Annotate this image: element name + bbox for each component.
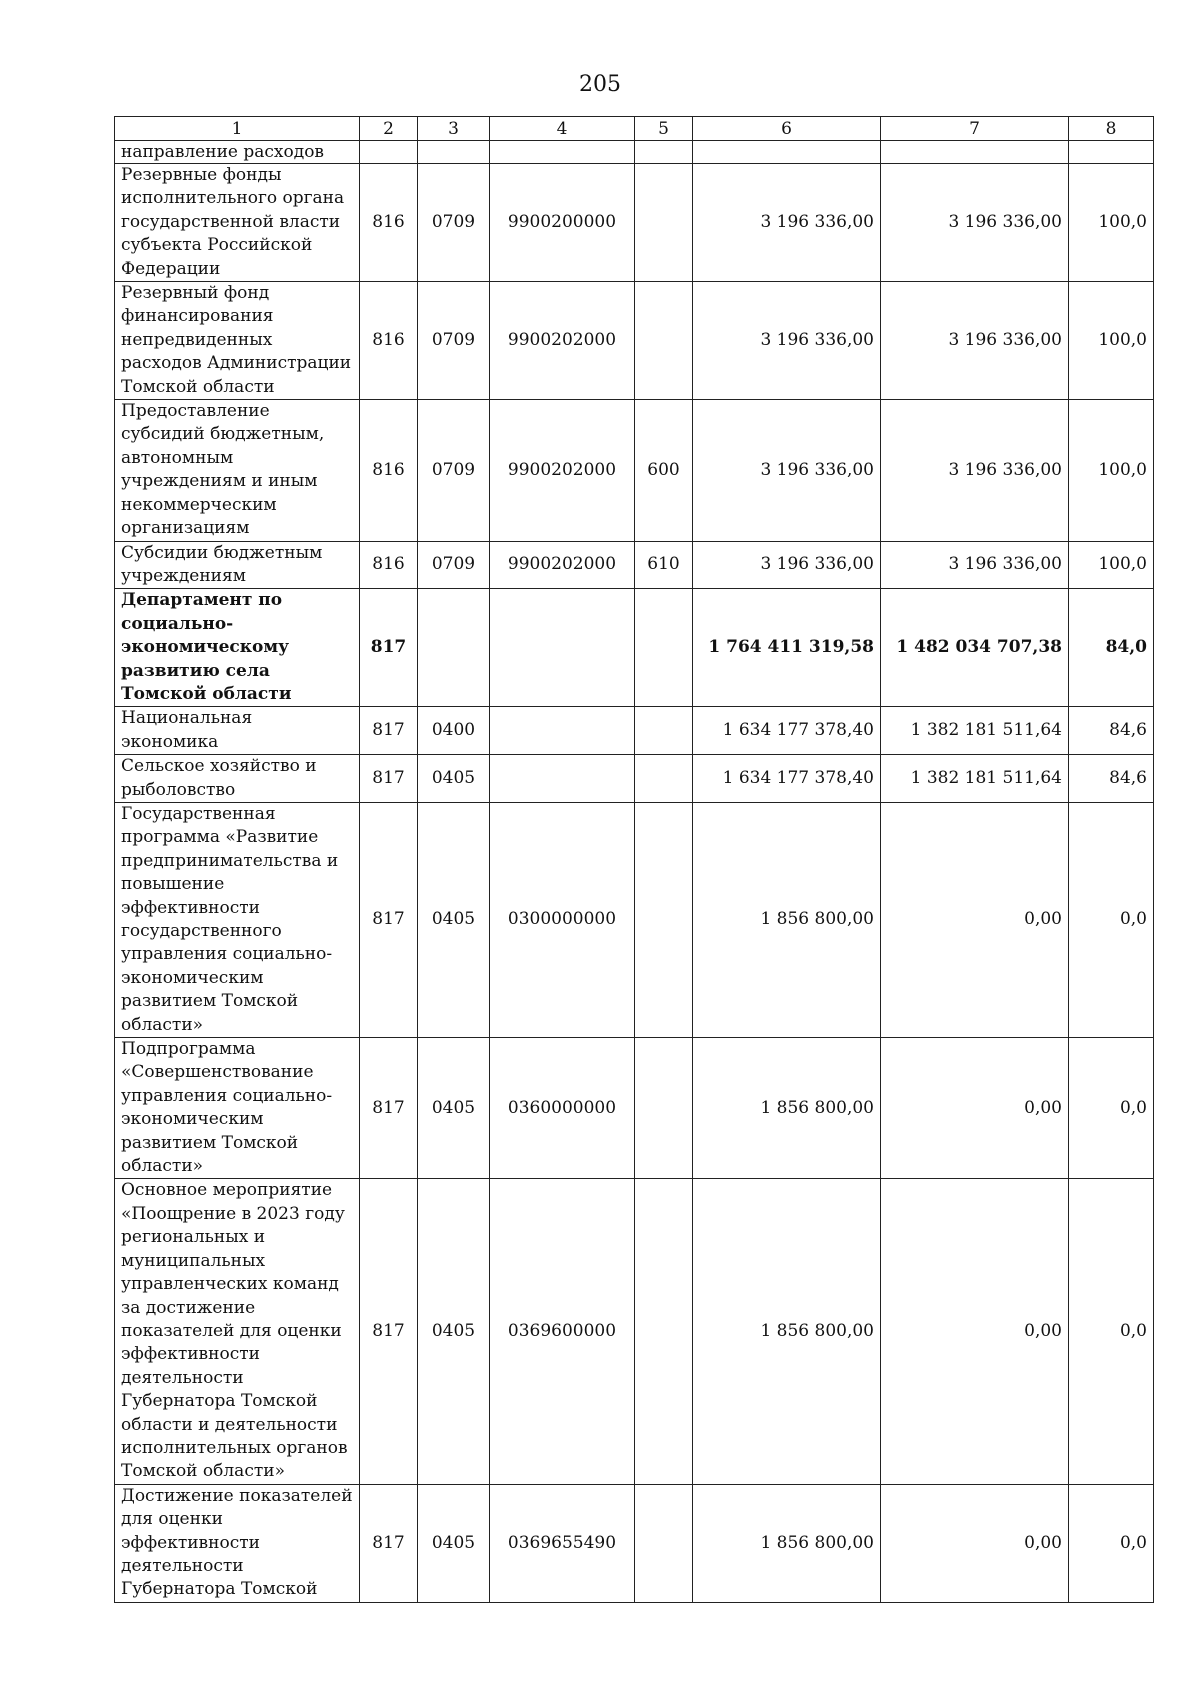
cell-percent: 0,0 — [1069, 1038, 1154, 1179]
cell-expense-type — [635, 141, 693, 164]
column-header: 6 — [693, 117, 881, 141]
cell-expense-type — [635, 1484, 693, 1602]
cell-planned: 1 856 800,00 — [693, 1038, 881, 1179]
cell-executed: 1 382 181 511,64 — [881, 707, 1069, 755]
row-name: Субсидии бюджетным учреждениям — [115, 541, 360, 589]
table-row-department — [115, 589, 1154, 707]
table-row — [115, 282, 1154, 400]
cell-executed: 0,00 — [881, 1484, 1069, 1602]
row-name: Резервный фонд финансирования непредвиденных расходов Администрации Томской области — [115, 282, 360, 400]
cell-expense-type — [635, 1038, 693, 1179]
cell-ministry: 817 — [360, 755, 418, 803]
column-header: 4 — [490, 117, 635, 141]
cell-section: 0709 — [418, 541, 490, 589]
cell-ministry: 817 — [360, 802, 418, 1037]
cell-ministry: 817 — [360, 589, 418, 707]
cell-expense-type — [635, 707, 693, 755]
cell-target-article — [490, 707, 635, 755]
row-name: Основное мероприятие «Поощрение в 2023 году региональных и муниципальных управленческих команд за достижение показателей для оценки эффективности деятельности Губернатора Томской области и деятельности исполнительных органов Томской области» — [115, 1179, 360, 1484]
cell-planned: 1 634 177 378,40 — [693, 755, 881, 803]
table-row — [115, 1179, 1154, 1484]
cell-executed: 3 196 336,00 — [881, 282, 1069, 400]
cell-executed: 0,00 — [881, 1038, 1069, 1179]
cell-executed: 0,00 — [881, 802, 1069, 1037]
cell-percent: 0,0 — [1069, 802, 1154, 1037]
cell-target-article: 9900202000 — [490, 282, 635, 400]
cell-executed: 0,00 — [881, 1179, 1069, 1484]
cell-section: 0405 — [418, 1179, 490, 1484]
row-name: Сельское хозяйство и рыболовство — [115, 755, 360, 803]
cell-percent: 84,6 — [1069, 707, 1154, 755]
cell-target-article — [490, 141, 635, 164]
cell-expense-type — [635, 1179, 693, 1484]
cell-percent: 84,6 — [1069, 755, 1154, 803]
cell-expense-type — [635, 755, 693, 803]
cell-executed: 1 382 181 511,64 — [881, 755, 1069, 803]
cell-section: 0405 — [418, 755, 490, 803]
expenditure-table — [114, 116, 1154, 1603]
cell-section: 0709 — [418, 400, 490, 541]
cell-section — [418, 589, 490, 707]
cell-target-article: 9900200000 — [490, 164, 635, 282]
cell-percent: 0,0 — [1069, 1179, 1154, 1484]
table-row — [115, 164, 1154, 282]
cell-target-article: 0369655490 — [490, 1484, 635, 1602]
cell-ministry: 817 — [360, 707, 418, 755]
cell-executed: 3 196 336,00 — [881, 400, 1069, 541]
row-name: Государственная программа «Развитие предпринимательства и повышение эффективности государственного управления социально-экономическим развитием Томской области» — [115, 802, 360, 1037]
row-name: направление расходов — [115, 141, 360, 164]
cell-planned: 1 856 800,00 — [693, 1179, 881, 1484]
cell-section: 0405 — [418, 1038, 490, 1179]
cell-ministry: 816 — [360, 400, 418, 541]
cell-percent: 100,0 — [1069, 164, 1154, 282]
cell-percent: 100,0 — [1069, 400, 1154, 541]
cell-target-article — [490, 589, 635, 707]
cell-target-article — [490, 755, 635, 803]
cell-section: 0709 — [418, 282, 490, 400]
cell-section: 0405 — [418, 802, 490, 1037]
cell-section — [418, 141, 490, 164]
cell-percent: 100,0 — [1069, 282, 1154, 400]
cell-target-article: 0369600000 — [490, 1179, 635, 1484]
cell-expense-type — [635, 164, 693, 282]
table-row — [115, 141, 1154, 164]
cell-planned — [693, 141, 881, 164]
cell-ministry: 816 — [360, 541, 418, 589]
cell-percent: 0,0 — [1069, 1484, 1154, 1602]
cell-expense-type: 600 — [635, 400, 693, 541]
cell-executed — [881, 141, 1069, 164]
cell-ministry: 816 — [360, 164, 418, 282]
row-name: Подпрограмма «Совершенствование управления социально-экономическим развитием Томской области» — [115, 1038, 360, 1179]
cell-section: 0400 — [418, 707, 490, 755]
cell-ministry: 817 — [360, 1038, 418, 1179]
table-row — [115, 1038, 1154, 1179]
cell-executed: 3 196 336,00 — [881, 541, 1069, 589]
cell-section: 0709 — [418, 164, 490, 282]
cell-planned: 1 764 411 319,58 — [693, 589, 881, 707]
row-name: Предоставление субсидий бюджетным, автономным учреждениям и иным некоммерческим организациям — [115, 400, 360, 541]
table-row — [115, 400, 1154, 541]
cell-planned: 3 196 336,00 — [693, 282, 881, 400]
table-row — [115, 1484, 1154, 1602]
cell-target-article: 9900202000 — [490, 541, 635, 589]
cell-planned: 1 856 800,00 — [693, 1484, 881, 1602]
table-row — [115, 707, 1154, 755]
page-number: 205 — [579, 72, 621, 97]
column-header: 3 — [418, 117, 490, 141]
cell-ministry: 817 — [360, 1484, 418, 1602]
row-name: Достижение показателей для оценки эффективности деятельности Губернатора Томской — [115, 1484, 360, 1602]
cell-planned: 1 634 177 378,40 — [693, 707, 881, 755]
row-name: Департамент по социально-экономическому развитию села Томской области — [115, 589, 360, 707]
row-name: Национальная экономика — [115, 707, 360, 755]
cell-expense-type — [635, 802, 693, 1037]
cell-ministry: 816 — [360, 282, 418, 400]
header-row — [115, 117, 1154, 141]
table-row — [115, 755, 1154, 803]
cell-ministry — [360, 141, 418, 164]
cell-planned: 3 196 336,00 — [693, 164, 881, 282]
row-name: Резервные фонды исполнительного органа государственной власти субъекта Российской Федерации — [115, 164, 360, 282]
cell-planned: 3 196 336,00 — [693, 400, 881, 541]
cell-target-article: 9900202000 — [490, 400, 635, 541]
table-row — [115, 802, 1154, 1037]
cell-percent — [1069, 141, 1154, 164]
cell-section: 0405 — [418, 1484, 490, 1602]
table-row — [115, 541, 1154, 589]
cell-planned: 3 196 336,00 — [693, 541, 881, 589]
cell-executed: 1 482 034 707,38 — [881, 589, 1069, 707]
column-header: 8 — [1069, 117, 1154, 141]
cell-target-article: 0300000000 — [490, 802, 635, 1037]
column-header: 5 — [635, 117, 693, 141]
cell-percent: 100,0 — [1069, 541, 1154, 589]
cell-executed: 3 196 336,00 — [881, 164, 1069, 282]
cell-target-article: 0360000000 — [490, 1038, 635, 1179]
cell-percent: 84,0 — [1069, 589, 1154, 707]
cell-expense-type: 610 — [635, 541, 693, 589]
cell-ministry: 817 — [360, 1179, 418, 1484]
column-header: 7 — [881, 117, 1069, 141]
cell-expense-type — [635, 282, 693, 400]
column-header: 2 — [360, 117, 418, 141]
column-header: 1 — [115, 117, 360, 141]
cell-expense-type — [635, 589, 693, 707]
cell-planned: 1 856 800,00 — [693, 802, 881, 1037]
